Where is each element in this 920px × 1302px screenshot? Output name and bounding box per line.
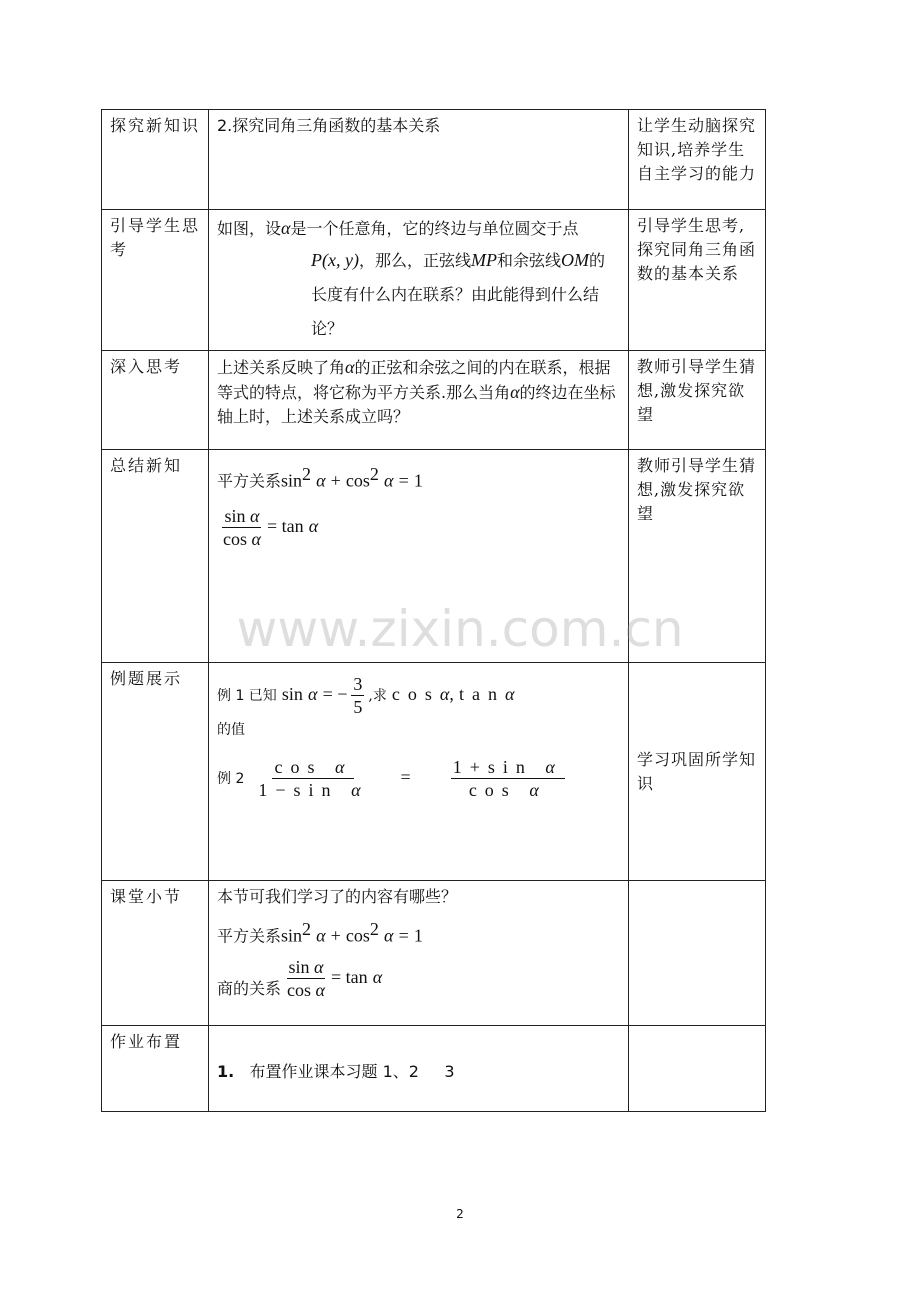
square-identity: 平方关系$\sin^2 \alpha + \cos^2 \alpha = 1$ xyxy=(217,464,423,491)
example-2: 例 2 $\frac{\text{cos α}}{\text{1−sin α}}$ = $\frac{\text{1+sin α}}{\text{cos α}}$ xyxy=(217,757,563,800)
purpose-cell: 让学生动脑探究知识,培养学生自主学习的能力 xyxy=(629,110,766,210)
content-cell: 如图，设α是一个任意角，它的终边与单位圆交于点 P(x, y)，那么，正弦线MP和余弦线OM的长度有什么内在联系？由此能得到什么结论？ xyxy=(209,210,629,351)
purpose-cell: 教师引导学生猜想,激发探究欲望 xyxy=(629,450,766,663)
stage-cell: 课堂小节 xyxy=(102,881,209,1026)
table-row xyxy=(102,210,766,351)
square-identity: 平方关系$\sin^2 \alpha + \cos^2 \alpha = 1$ xyxy=(217,919,423,946)
table-row xyxy=(102,351,766,450)
table-row xyxy=(102,881,766,1026)
purpose-cell: 引导学生思考,探究同角三角函数的基本关系 xyxy=(629,210,766,351)
purpose-cell: 学习巩固所学知识 xyxy=(629,663,766,881)
stage-cell: 探究新知识 xyxy=(102,110,209,210)
content-cell xyxy=(209,110,629,210)
purpose-cell: 教师引导学生猜想,激发探究欲望 xyxy=(629,351,766,450)
purpose-cell xyxy=(629,881,766,1026)
stage-cell: 总结新知 xyxy=(102,450,209,663)
table-row xyxy=(102,663,766,881)
section-title: 2.探究同角三角函数的基本关系 xyxy=(217,116,441,135)
watermark: www.zixin.com.cn xyxy=(236,600,684,658)
quotient-identity: $\frac{\text{sin α}}{\text{cos α}}$ = tan α xyxy=(223,506,319,550)
stage-cell: 引导学生思考 xyxy=(102,210,209,351)
purpose-cell xyxy=(629,1026,766,1112)
stage-cell: 作业布置 xyxy=(102,1026,209,1112)
example-1: 例 1 已知 sin α = − $\frac{3}{5}$ ,求 cosα, tanα xyxy=(217,674,515,717)
homework-item: 1. 布置作业课本习题 1、2 3 xyxy=(217,1062,455,1081)
stage-cell: 深入思考 xyxy=(102,351,209,450)
content-cell: 上述关系反映了角α的正弦和余弦之间的内在联系，根据等式的特点，将它称为平方关系.那么当角α的终边在坐标轴上时，上述关系成立吗？ xyxy=(209,351,629,450)
quotient-identity: 商的关系 $\frac{\text{sin α}}{\text{cos α}}$ = tan α xyxy=(217,957,383,1001)
content-cell: 例 1 已知 sin α = − $\frac{3}{5}$ ,求 cosα, tanα 的值 例 2 $\frac{\text{cos α}}{\text{1−sin α}}$ = $\frac{\text{1+sin α}}{\text{cos α}}$ xyxy=(209,663,629,881)
stage-cell: 例题展示 xyxy=(102,663,209,881)
content-cell xyxy=(209,1026,629,1112)
table-row xyxy=(102,1026,766,1112)
page-number: 2 xyxy=(456,1207,464,1221)
point-label: P(x, y) xyxy=(311,250,359,270)
table-row xyxy=(102,110,766,210)
content-cell: 本节可我们学习了的内容有哪些？ 平方关系$\sin^2 \alpha + \cos^2 \alpha = 1$ 商的关系 $\frac{\text{sin α}}{\text{cos α}}$ = tan α xyxy=(209,881,629,1026)
